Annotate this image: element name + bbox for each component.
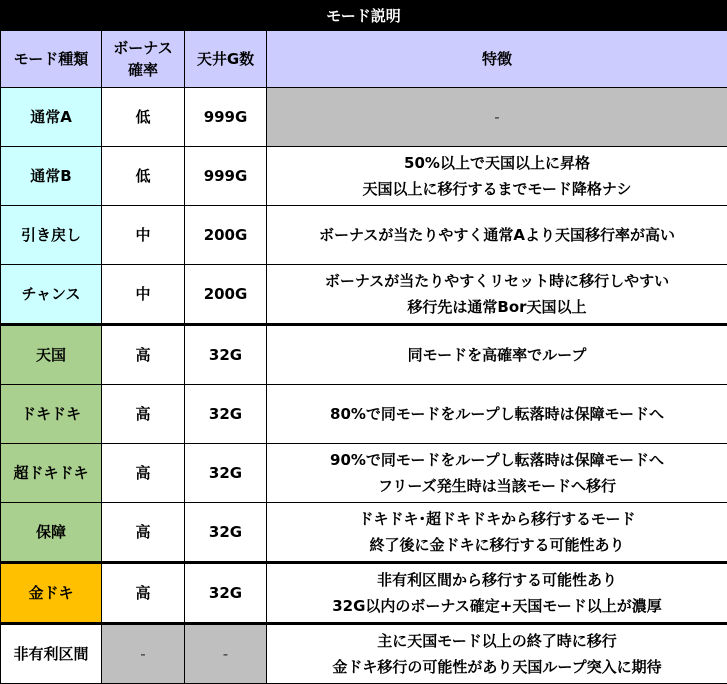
- ceiling-cell: 999G: [185, 147, 267, 206]
- feature-line: 32G以内のボーナス確定+天国モード以上が濃厚: [267, 593, 727, 619]
- ceiling-cell: 32G: [185, 563, 267, 624]
- feature-cell: [267, 624, 727, 684]
- mode-cell: 超ドキドキ: [1, 444, 102, 503]
- feature-cell: [267, 563, 727, 624]
- ceiling-cell: 32G: [185, 325, 267, 385]
- mode-cell: ドキドキ: [1, 385, 102, 444]
- feature-line: ボーナスが当たりやすくリセット時に移行しやすい: [267, 268, 727, 294]
- bonus-cell: -: [102, 624, 185, 684]
- ceiling-cell: 200G: [185, 265, 267, 325]
- mode-cell: 引き戻し: [1, 206, 102, 265]
- header-bonus: [102, 31, 185, 88]
- table-row: [1, 563, 727, 624]
- mode-table: [0, 30, 727, 684]
- table-row: [1, 385, 727, 444]
- bonus-cell: 低: [102, 147, 185, 206]
- header-bonus-line2: 確率: [102, 59, 184, 81]
- bonus-cell: 中: [102, 265, 185, 325]
- bonus-cell: 高: [102, 385, 185, 444]
- ceiling-cell: 32G: [185, 444, 267, 503]
- feature-cell: [267, 206, 727, 265]
- feature-cell: [267, 503, 727, 563]
- bonus-cell: 高: [102, 503, 185, 563]
- bonus-cell: 高: [102, 563, 185, 624]
- feature-line: 終了後に金ドキに移行する可能性あり: [267, 532, 727, 558]
- ceiling-cell: 200G: [185, 206, 267, 265]
- mode-cell: 保障: [1, 503, 102, 563]
- feature-line: ドキドキ･超ドキドキから移行するモード: [267, 506, 727, 532]
- bonus-cell: 高: [102, 325, 185, 385]
- header-mode: モード種類: [1, 31, 102, 88]
- feature-cell: [267, 325, 727, 385]
- bonus-cell: 中: [102, 206, 185, 265]
- feature-line: 90%で同モードをループし転落時は保障モードへ: [267, 447, 727, 473]
- table-row: [1, 444, 727, 503]
- table-row: [1, 265, 727, 325]
- bonus-cell: 低: [102, 88, 185, 147]
- feature-cell: [267, 385, 727, 444]
- mode-cell: 天国: [1, 325, 102, 385]
- mode-cell: 金ドキ: [1, 563, 102, 624]
- feature-cell: [267, 147, 727, 206]
- feature-line: 金ドキ移行の可能性があり天国ループ突入に期待: [267, 654, 727, 680]
- feature-line: 80%で同モードをループし転落時は保障モードへ: [267, 401, 727, 427]
- feature-cell: [267, 444, 727, 503]
- feature-line: 主に天国モード以上の終了時に移行: [267, 628, 727, 654]
- feature-line: 天国以上に移行するまでモード降格ナシ: [267, 176, 727, 202]
- ceiling-cell: -: [185, 624, 267, 684]
- table-row: [1, 206, 727, 265]
- feature-line: 非有利区間から移行する可能性あり: [267, 567, 727, 593]
- header-bonus-line1: ボーナス: [102, 37, 184, 59]
- table-title: モード説明: [0, 0, 727, 30]
- feature-line: -: [267, 104, 727, 130]
- mode-cell: チャンス: [1, 265, 102, 325]
- mode-cell: 非有利区間: [1, 624, 102, 684]
- ceiling-cell: 32G: [185, 385, 267, 444]
- table-row: [1, 147, 727, 206]
- feature-cell: [267, 265, 727, 325]
- table-row: [1, 325, 727, 385]
- feature-cell: [267, 88, 727, 147]
- header-ceiling: 天井G数: [185, 31, 267, 88]
- header-feature: 特徴: [267, 31, 727, 88]
- bonus-cell: 高: [102, 444, 185, 503]
- feature-line: 移行先は通常Bor天国以上: [267, 294, 727, 320]
- feature-line: ボーナスが当たりやすく通常Aより天国移行率が高い: [267, 222, 727, 248]
- table-row: [1, 503, 727, 563]
- header-row: [1, 31, 727, 88]
- feature-line: 同モードを高確率でループ: [267, 342, 727, 368]
- table-row: [1, 88, 727, 147]
- ceiling-cell: 32G: [185, 503, 267, 563]
- mode-cell: 通常A: [1, 88, 102, 147]
- feature-line: フリーズ発生時は当該モードへ移行: [267, 473, 727, 499]
- feature-line: 50%以上で天国以上に昇格: [267, 150, 727, 176]
- ceiling-cell: 999G: [185, 88, 267, 147]
- mode-cell: 通常B: [1, 147, 102, 206]
- table-row: [1, 624, 727, 684]
